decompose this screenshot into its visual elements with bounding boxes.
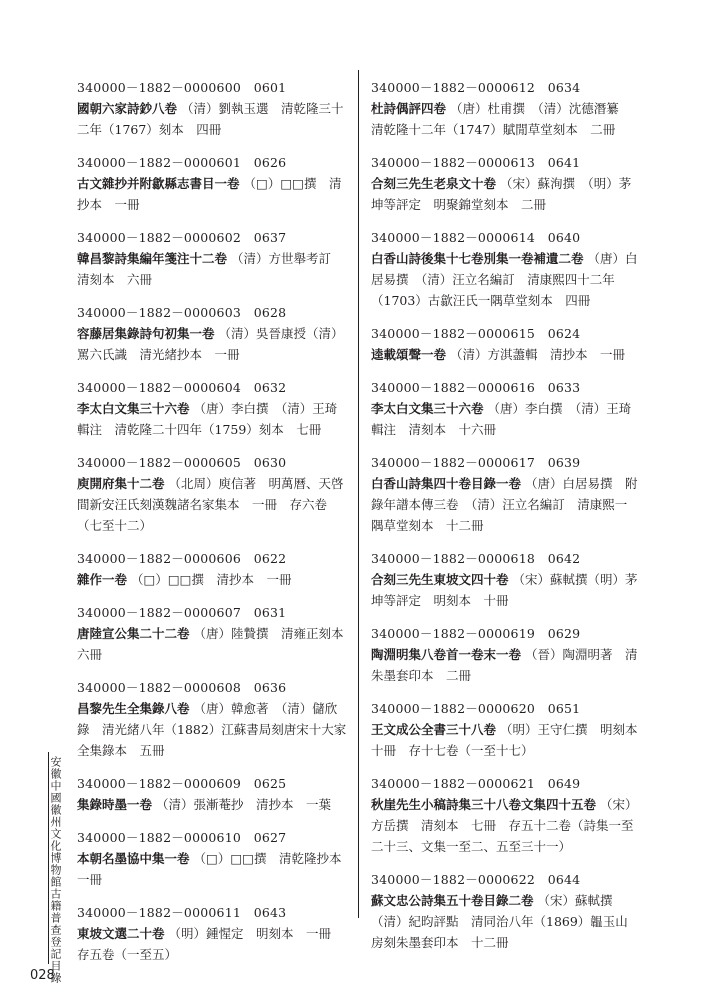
entry-body — [77, 923, 349, 965]
entry-body — [77, 473, 349, 536]
entry-title: 合刻三先生老泉文十卷 — [371, 176, 497, 191]
entry-body — [77, 569, 349, 590]
catalog-entry — [77, 78, 349, 140]
sidebar-rule — [48, 752, 49, 964]
entry-detail: （清）方淇藎輯 清抄本 一冊 — [450, 347, 626, 362]
entry-body — [77, 398, 349, 440]
entry-title: 昌黎先生全集錄八卷 — [77, 701, 190, 716]
entry-detail: （唐）白居易撰 （清）汪立名編訂 清康熙四十二年（1703）古歙汪氏一隅草堂刻本 四冊 — [371, 251, 638, 308]
entry-title: 集錄時墨一卷 — [77, 797, 153, 812]
entry-body — [77, 173, 349, 215]
entry-detail: （唐）韓愈著 （清）儲欣錄 清光緒八年（1882）江蘇書局刻唐宋十大家全集錄本 五冊 — [77, 701, 347, 758]
entry-body — [77, 848, 354, 890]
entry-code: 340000－1882－0000620 0651 — [371, 701, 581, 716]
right-column — [371, 78, 651, 966]
entry-body — [371, 98, 639, 140]
entry-title: 國朝六家詩鈔八卷 — [77, 101, 178, 116]
entry-code: 340000－1882－0000610 0627 — [77, 830, 287, 845]
entry-detail: （□）□□撰 清抄本 一冊 — [131, 572, 292, 587]
catalog-entry — [77, 549, 349, 590]
catalog-entry — [77, 774, 349, 815]
entry-detail: （唐）白居易撰 附錄年譜本傳三卷 （清）汪立名編訂 清康熙一隅草堂刻本 十二冊 — [371, 476, 638, 533]
entry-code: 340000－1882－0000615 0624 — [371, 326, 581, 341]
entry-title: 雜作一卷 — [77, 572, 128, 587]
entry-body — [371, 719, 651, 761]
entry-title: 王文成公全書三十八卷 — [371, 722, 497, 737]
catalog-entry — [77, 678, 349, 761]
entry-code: 340000－1882－0000613 0641 — [371, 155, 581, 170]
entry-body — [371, 173, 639, 215]
entry-detail: （宋）蘇軾撰（清）紀昀評點 清同治八年（1869）韞玉山房刻朱墨套印本 十二冊 — [371, 893, 628, 950]
entry-code: 340000－1882－0000609 0625 — [77, 776, 287, 791]
entry-detail: （北周）庾信著 明萬曆、天啓間新安汪氏刻漢魏諸名家集本 一冊 存六卷（七至十二） — [77, 476, 344, 533]
entry-code: 340000－1882－0000612 0634 — [371, 80, 581, 95]
entry-title: 李太白文集三十六卷 — [371, 401, 484, 416]
catalog-entry — [371, 378, 639, 440]
entry-detail: （□）□□撰 清乾隆抄本 一冊 — [77, 851, 354, 887]
catalog-entry — [77, 603, 357, 665]
entry-detail: （唐）李白撰 （清）王琦輯注 清乾隆二十四年（1759）刻本 七冊 — [77, 401, 338, 437]
entry-body — [371, 248, 639, 311]
entry-body — [77, 323, 349, 365]
catalog-entry — [371, 774, 639, 857]
entry-code: 340000－1882－0000619 0629 — [371, 626, 581, 641]
entry-code: 340000－1882－0000605 0630 — [77, 455, 287, 470]
entry-code: 340000－1882－0000611 0643 — [77, 905, 287, 920]
entry-body — [77, 248, 349, 290]
entry-title: 秋崖先生小稿詩集三十八卷文集四十五卷 — [371, 797, 597, 812]
entry-body — [77, 698, 349, 761]
entry-detail: （清）方世舉考訂 清刻本 六冊 — [77, 251, 344, 287]
entry-title: 逵載頌聲一卷 — [371, 347, 447, 362]
entry-title: 白香山詩後集十七卷別集一卷補遺二卷 — [371, 251, 584, 266]
catalog-entry — [77, 378, 349, 440]
catalog-entry — [371, 324, 639, 365]
page-number: 028 — [30, 968, 55, 983]
entry-code: 340000－1882－0000606 0622 — [77, 551, 287, 566]
catalog-title: 安徽中國徽州文化博物館古籍普查登記目錄 — [49, 756, 62, 984]
left-column — [77, 78, 357, 978]
entry-detail: （清）張漸菴抄 清抄本 一葉 — [156, 797, 332, 812]
entry-body — [77, 794, 349, 815]
catalog-entry — [77, 903, 349, 965]
catalog-entry — [371, 699, 651, 761]
entry-title: 本朝名墨協中集一卷 — [77, 851, 190, 866]
entry-detail: （唐）李白撰 （清）王琦輯注 清刻本 十六冊 — [371, 401, 632, 437]
catalog-entry — [77, 228, 349, 290]
catalog-entry — [77, 828, 354, 890]
entry-detail: （清）劉執玉選 清乾隆三十二年（1767）刻本 四冊 — [77, 101, 344, 137]
entry-body — [371, 398, 639, 440]
entry-body — [371, 473, 639, 536]
entry-code: 340000－1882－0000603 0628 — [77, 305, 287, 320]
entry-code: 340000－1882－0000604 0632 — [77, 380, 287, 395]
entry-detail: （明）王守仁撰 明刻本 十冊 存十七卷（一至十七） — [371, 722, 651, 758]
entry-title: 東坡文選二十卷 — [77, 926, 165, 941]
entry-body — [371, 644, 639, 686]
entry-detail: （晉）陶淵明著 清朱墨套印本 二冊 — [371, 647, 638, 683]
entry-body — [371, 344, 639, 365]
catalog-entry — [371, 78, 639, 140]
entry-code: 340000－1882－0000621 0649 — [371, 776, 581, 791]
entry-detail: （宋）蘇軾撰（明）茅坤等評定 明刻本 十冊 — [371, 572, 638, 608]
catalog-entry — [77, 153, 349, 215]
entry-title: 蘇文忠公詩集五十卷目錄二卷 — [371, 893, 534, 908]
entry-code: 340000－1882－0000617 0639 — [371, 455, 581, 470]
entry-code: 340000－1882－0000614 0640 — [371, 230, 581, 245]
entry-code: 340000－1882－0000608 0636 — [77, 680, 287, 695]
entry-detail: （唐）陸贄撰 清雍正刻本 六冊 — [77, 626, 357, 662]
entry-code: 340000－1882－0000607 0631 — [77, 605, 287, 620]
entry-detail: （宋）方岳撰 清刻本 七冊 存五十二卷（詩集一至二十三、文集一至二、五至三十一） — [371, 797, 638, 854]
entry-code: 340000－1882－0000601 0626 — [77, 155, 287, 170]
entry-body — [371, 569, 639, 611]
catalog-entry — [371, 549, 639, 611]
entry-body — [77, 98, 349, 140]
catalog-entry — [77, 453, 349, 536]
entry-title: 古文雜抄并附歙縣志書目一卷 — [77, 176, 240, 191]
entry-body — [77, 623, 357, 665]
catalog-entry — [371, 228, 639, 311]
entry-detail: （□）□□撰 清抄本 一冊 — [77, 176, 342, 212]
entry-detail: （宋）蘇洵撰 （明）茅坤等評定 明聚錦堂刻本 二冊 — [371, 176, 632, 212]
entry-title: 白香山詩集四十卷目錄一卷 — [371, 476, 522, 491]
catalog-entry — [371, 453, 639, 536]
entry-title: 韓昌黎詩集編年箋注十二卷 — [77, 251, 228, 266]
entry-title: 杜詩偶評四卷 — [371, 101, 447, 116]
entry-title: 陶淵明集八卷首一卷末一卷 — [371, 647, 522, 662]
catalog-entry — [77, 303, 349, 365]
entry-body — [371, 890, 639, 953]
entry-title: 庾開府集十二卷 — [77, 476, 165, 491]
entry-code: 340000－1882－0000600 0601 — [77, 80, 287, 95]
catalog-entry — [371, 624, 639, 686]
catalog-entry — [371, 870, 639, 953]
entry-detail: （唐）杜甫撰 （清）沈德潛纂 清乾隆十二年（1747）賦閒草堂刻本 二冊 — [371, 101, 632, 137]
entry-title: 唐陸宣公集二十二卷 — [77, 626, 190, 641]
column-divider — [358, 70, 359, 918]
entry-body — [371, 794, 639, 857]
entry-code: 340000－1882－0000618 0642 — [371, 551, 581, 566]
catalog-entry — [371, 153, 639, 215]
entry-title: 合刻三先生東坡文四十卷 — [371, 572, 509, 587]
entry-code: 340000－1882－0000616 0633 — [371, 380, 581, 395]
entry-title: 容藤居集錄詩句初集一卷 — [77, 326, 215, 341]
entry-detail: （明）鍾惺定 明刻本 一冊 存五卷（一至五） — [77, 926, 344, 962]
entry-detail: （清）吳晉康授（清）罵六氏識 清光緒抄本 一冊 — [77, 326, 344, 362]
entry-code: 340000－1882－0000602 0637 — [77, 230, 287, 245]
entry-code: 340000－1882－0000622 0644 — [371, 872, 581, 887]
entry-title: 李太白文集三十六卷 — [77, 401, 190, 416]
